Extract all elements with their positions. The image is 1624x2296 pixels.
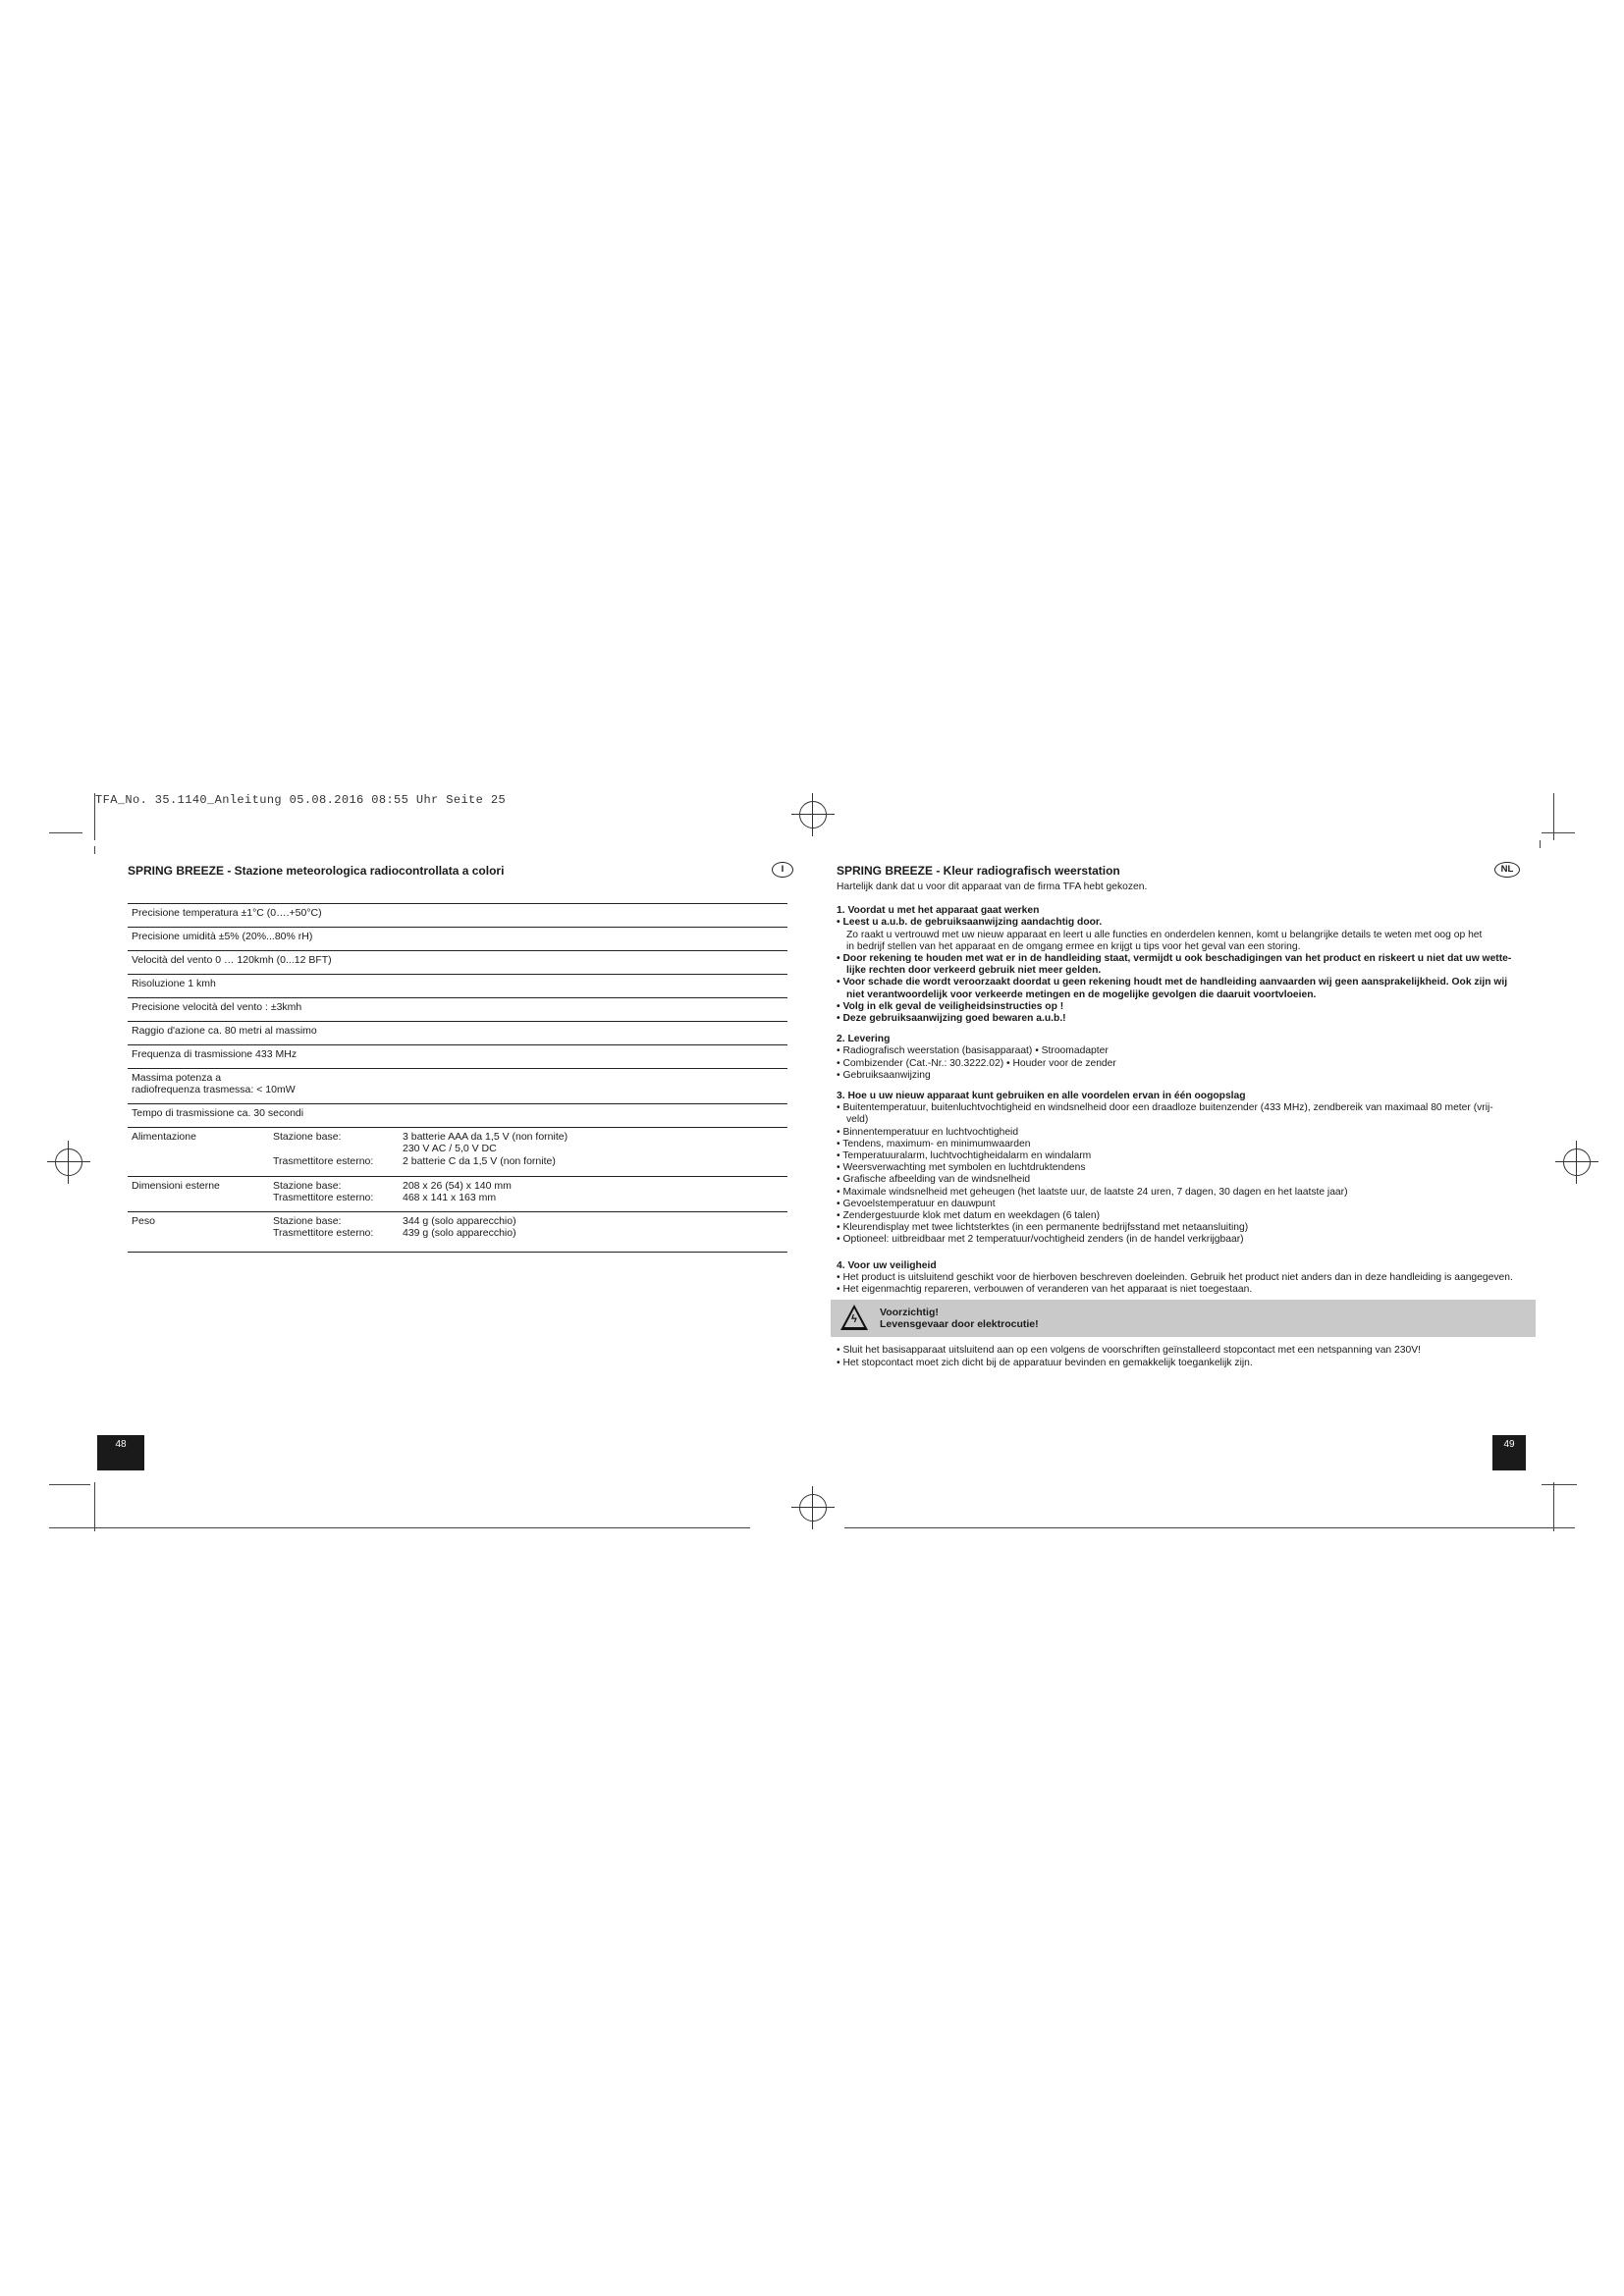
spec-label: Raggio d'azione ca. 80 metri al massimo <box>132 1025 317 1037</box>
spec-row-dimensions <box>128 1176 787 1211</box>
section-4-title: 4. Voor uw veiligheid <box>837 1259 937 1271</box>
intro-text: Hartelijk dank dat u voor dit apparaat van de firma TFA hebt gekozen. <box>837 881 1148 892</box>
list-item: • Maximale windsnelheid met geheugen (het laatste uur, de laatste 24 uren, 7 dagen, 30 dagen en het laatste jaar) <box>837 1186 1348 1198</box>
list-item: • Volg in elk geval de veiligheidsinstructies op ! <box>837 1000 1064 1012</box>
weight-label: Peso <box>132 1215 155 1227</box>
list-item: lijke rechten door verkeerd gebruik niet meer gelden. <box>846 965 1102 977</box>
weight-tx-value: 439 g (solo apparecchio) <box>403 1227 516 1239</box>
list-item: veld) <box>846 1114 869 1126</box>
section-3-title: 3. Hoe u uw nieuw apparaat kunt gebruiken en alle voordelen ervan in één oogopslag <box>837 1091 1246 1102</box>
warning-title: Voorzichtig! <box>880 1307 939 1319</box>
right-title-rest: - Kleur radiografisch weerstation <box>933 864 1120 878</box>
spec-row <box>128 1021 787 1044</box>
list-item: • Weersverwachting met symbolen en luchtdruktendens <box>837 1162 1086 1174</box>
list-item: • Leest u a.u.b. de gebruiksaanwijzing aandachtig door. <box>837 917 1103 929</box>
list-item: • Zendergestuurde klok met datum en weekdagen (6 talen) <box>837 1210 1101 1222</box>
list-item: • Tendens, maximum- en minimumwaarden <box>837 1138 1031 1149</box>
dims-base-value: 208 x 26 (54) x 140 mm <box>403 1180 512 1192</box>
list-item: • Het product is uitsluitend geschikt voor de hierboven beschreven doeleinden. Gebruik het product niet anders dan in deze handleiding is aangegeven. <box>837 1271 1513 1283</box>
spec-label-line2: radiofrequenza trasmessa: < 10mW <box>132 1084 296 1095</box>
spec-row <box>128 950 787 974</box>
dims-base-label: Stazione base: <box>273 1180 342 1192</box>
list-item: • Gevoelstemperatuur en dauwpunt <box>837 1198 996 1209</box>
left-title-bold: SPRING BREEZE <box>128 864 225 878</box>
list-item: in bedrijf stellen van het apparaat en de omgang ermee en krijgt u tips voor het geval van een storing. <box>846 940 1301 952</box>
weight-tx-label: Trasmettitore esterno: <box>273 1227 374 1239</box>
power-tx-label: Trasmettitore esterno: <box>273 1155 374 1167</box>
right-page-title <box>837 864 1120 878</box>
spec-label: Risoluzione 1 kmh <box>132 978 216 989</box>
list-item: • Gebruiksaanwijzing <box>837 1069 931 1081</box>
list-item: Zo raakt u vertrouwd met uw nieuw apparaat en leert u alle functies en onderdelen kennen, komt u belangrijke details te weten met oog op het <box>846 929 1483 940</box>
warning-text: Levensgevaar door elektrocutie! <box>880 1318 1039 1331</box>
warning-box <box>831 1300 1536 1337</box>
section-1-title: 1. Voordat u met het apparaat gaat werken <box>837 905 1040 917</box>
left-page-title <box>128 864 504 878</box>
registration-mark-bottom <box>791 1486 835 1529</box>
spec-row-weight <box>128 1211 787 1253</box>
page-number-right: 49 <box>1492 1435 1526 1470</box>
spec-row <box>128 1068 787 1103</box>
spec-row-power <box>128 1127 787 1176</box>
registration-mark-top <box>791 793 835 836</box>
spec-label: Precisione umidità ±5% (20%...80% rH) <box>132 931 313 942</box>
list-item: • Voor schade die wordt veroorzaakt doordat u geen rekening houdt met de handleiding aanvaarden wij geen aansprakelijkheid. Ook zijn wij <box>837 977 1508 988</box>
section-2-title: 2. Levering <box>837 1034 891 1045</box>
list-item: • Combizender (Cat.-Nr.: 30.3222.02) • Houder voor de zender <box>837 1057 1116 1069</box>
spec-label: Velocità del vento 0 … 120kmh (0...12 BFT) <box>132 954 332 966</box>
registration-mark-right <box>1555 1141 1598 1184</box>
spec-label: Massima potenza a <box>132 1072 222 1084</box>
list-item: • Optioneel: uitbreidbaar met 2 temperatuur/vochtigheid zenders (in de handel verkrijgbaar) <box>837 1234 1244 1246</box>
right-title-bold: SPRING BREEZE <box>837 864 934 878</box>
dims-label: Dimensioni esterne <box>132 1180 220 1192</box>
list-item: • Grafische afbeelding van de windsnelheid <box>837 1174 1031 1186</box>
list-item: niet verantwoordelijk voor verkeerde metingen en de mogelijke gevolgen die daaruit voortvloeien. <box>846 988 1317 1000</box>
right-page <box>837 864 1518 1433</box>
list-item: • Binnentemperatuur en luchtvochtigheid <box>837 1126 1019 1138</box>
left-page <box>128 864 793 1414</box>
spec-label: Tempo di trasmissione ca. 30 secondi <box>132 1107 304 1119</box>
left-title-rest: - Stazione meteorologica radiocontrollata a colori <box>224 864 505 878</box>
power-label: Alimentazione <box>132 1131 196 1143</box>
list-item: • Sluit het basisapparaat uitsluitend aan op een volgens de voorschriften geïnstalleerd stopcontact met een netspanning van 230V! <box>837 1345 1421 1357</box>
spec-label: Precisione velocità del vento : ±3kmh <box>132 1001 302 1013</box>
list-item: • Het eigenmachtig repareren, verbouwen of veranderen van het apparaat is niet toegestaan. <box>837 1284 1253 1296</box>
list-item: • Temperatuuralarm, luchtvochtigheidalarm en windalarm <box>837 1150 1092 1162</box>
dims-tx-value: 468 x 141 x 163 mm <box>403 1192 497 1203</box>
spec-row <box>128 997 787 1021</box>
spec-label: Precisione temperatura ±1°C (0….+50°C) <box>132 907 322 919</box>
list-item: • Kleurendisplay met twee lichtsterktes (in een permanente bedrijfsstand met netaansluiting) <box>837 1222 1249 1234</box>
weight-base-label: Stazione base: <box>273 1215 342 1227</box>
list-item: • Door rekening te houden met wat er in de handleiding staat, vermijdt u ook beschadigingen van het product en riskeert u niet dat uw wette- <box>837 953 1512 965</box>
power-base-label: Stazione base: <box>273 1131 342 1143</box>
list-item: • Buitentemperatuur, buitenluchtvochtigheid en windsnelheid door een draadloze buitenzender (433 MHz), zendbereik van maximaal 80 meter (vrij- <box>837 1102 1493 1114</box>
list-item: • Het stopcontact moet zich dicht bij de apparatuur bevinden en gemakkelijk toegankelijk zijn. <box>837 1357 1253 1368</box>
list-item: • Radiografisch weerstation (basisapparaat) • Stroomadapter <box>837 1045 1109 1057</box>
warning-icon: ϟ <box>840 1305 868 1330</box>
file-header: TFA_No. 35.1140_Anleitung 05.08.2016 08:55 Uhr Seite 25 <box>95 793 507 807</box>
spec-row <box>128 903 787 927</box>
spec-row <box>128 1103 787 1127</box>
spec-table <box>128 903 787 1253</box>
spec-row <box>128 974 787 997</box>
language-badge-it: I <box>772 862 793 878</box>
power-base-value: 3 batterie AAA da 1,5 V (non fornite) <box>403 1131 568 1143</box>
dims-tx-label: Trasmettitore esterno: <box>273 1192 374 1203</box>
power-base-value-2: 230 V AC / 5,0 V DC <box>403 1143 497 1154</box>
language-badge-nl: NL <box>1494 862 1520 878</box>
spec-row <box>128 1044 787 1068</box>
spec-row <box>128 927 787 950</box>
spec-label: Frequenza di trasmissione 433 MHz <box>132 1048 298 1060</box>
list-item: • Deze gebruiksaanwijzing goed bewaren a.u.b.! <box>837 1013 1066 1025</box>
power-tx-value: 2 batterie C da 1,5 V (non fornite) <box>403 1155 556 1167</box>
weight-base-value: 344 g (solo apparecchio) <box>403 1215 516 1227</box>
right-page-body <box>837 881 1524 1369</box>
warning-wrapper <box>837 1300 1524 1339</box>
page-number-left: 48 <box>97 1435 144 1470</box>
registration-mark-left <box>47 1141 90 1184</box>
